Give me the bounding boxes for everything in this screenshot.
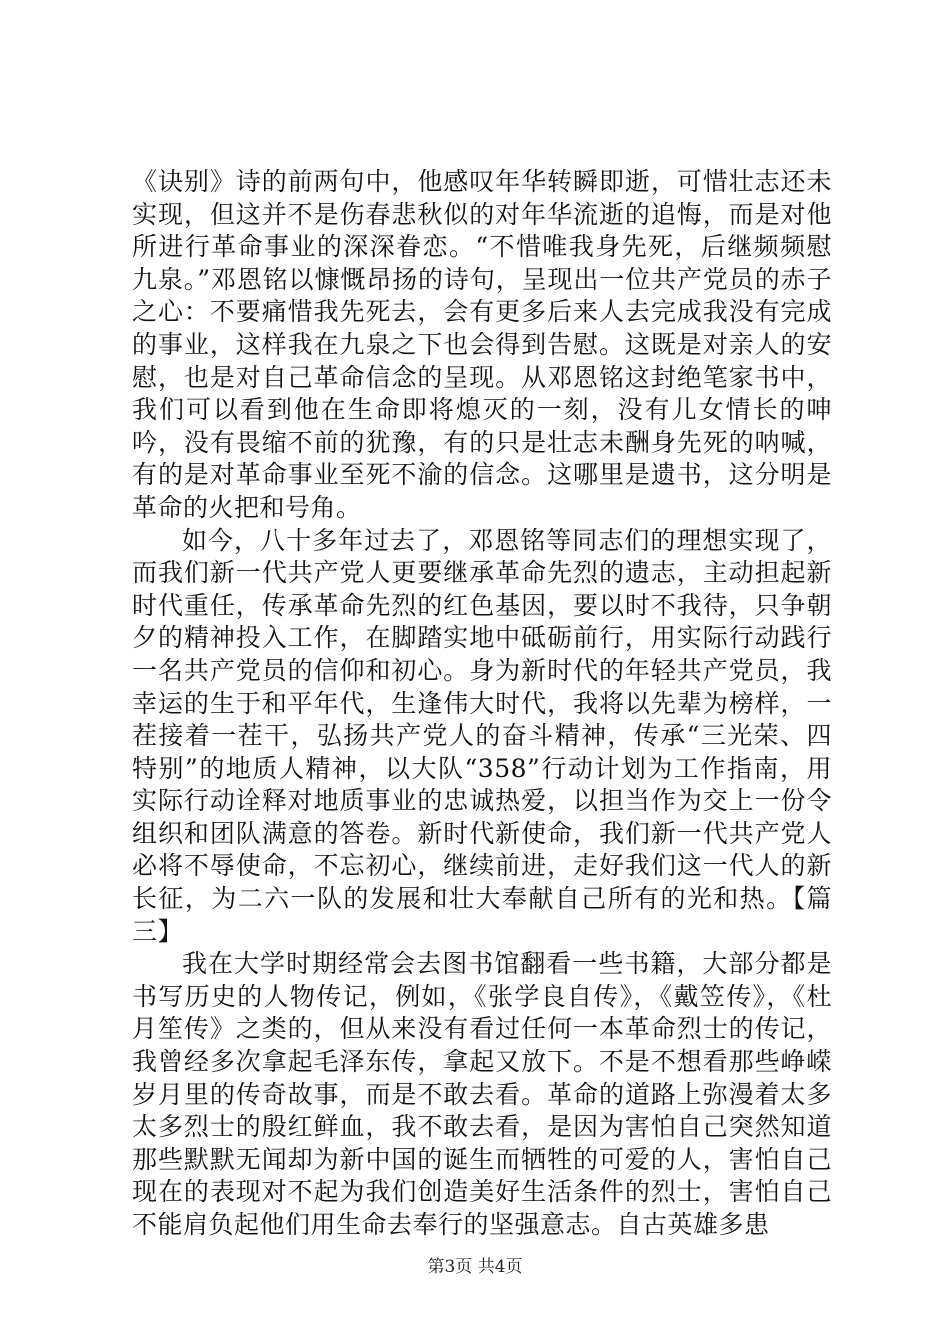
- page-footer: 第3页 共4页: [427, 1257, 523, 1277]
- paragraph-3: 我在大学时期经常会去图书馆翻看一些书籍，大部分都是书写历史的人物传记，例如，《张学良自传》，《戴笠传》，《杜月笙传》之类的，但从来没有看过任何一本革命烈士的传记，我曾经多次拿起毛泽东传，拿起又放下。不是不想看那些峥嵘岁月里的传奇故事，而是不敢去看。革命的道路上弥漫着太多太多烈士的殷红鲜血，我不敢去看，是因为害怕自己突然知道那些默默无闻却为新中国的诞生而牺牲的可爱的人，害怕自己现在的表现对不起为我们创造美好生活条件的烈士，害怕自己不能肩负起他们用生命去奉行的坚强意志。自古英雄多患: [132, 949, 832, 1239]
- paragraph-1: 《诀别》诗的前两句中，他感叹年华转瞬即逝，可惜壮志还未实现，但这并不是伤春悲秋似的对年华流逝的追悔，而是对他所进行革命事业的深深眷恋。“不惜唯我身先死，后继频频慰九泉。”邓恩铭以慷慨昂扬的诗句，呈现出一位共产党员的赤子之心：不要痛惜我先死去，会有更多后来人去完成我没有完成的事业，这样我在九泉之下也会得到告慰。这既是对亲人的安慰，也是对自己革命信念的呈现。从邓恩铭这封绝笔家书中，我们可以看到他在生命即将熄灭的一刻，没有儿女情长的呻吟，没有畏缩不前的犹豫，有的只是壮志未酬身先死的呐喊，有的是对革命事业至死不渝的信念。这哪里是遗书，这分明是革命的火把和号角。: [132, 167, 832, 522]
- document-body: [132, 166, 832, 1242]
- paragraph-2: 如今，八十多年过去了，邓恩铭等同志们的理想实现了，而我们新一代共产党人更要继承革命先烈的遗志，主动担起新时代重任，传承革命先烈的红色基因，要以时不我待，只争朝夕的精神投入工作，在脚踏实地中砥砺前行，用实际行动践行一名共产党员的信仰和初心。身为新时代的年轻共产党员，我幸运的生于和平年代，生逢伟大时代，我将以先辈为榜样，一茬接着一茬干，弘扬共产党人的奋斗精神，传承“三光荣、四特别”的地质人精神，以大队“358”行动计划为工作指南，用实际行动诠释对地质事业的忠诚热爱，以担当作为交上一份令组织和团队满意的答卷。新时代新使命，我们新一代共产党人必将不辱使命，不忘初心，继续前进，走好我们这一代人的新长征，为二六一队的发展和壮大奉献自己所有的光和热。【篇三】: [132, 525, 832, 946]
